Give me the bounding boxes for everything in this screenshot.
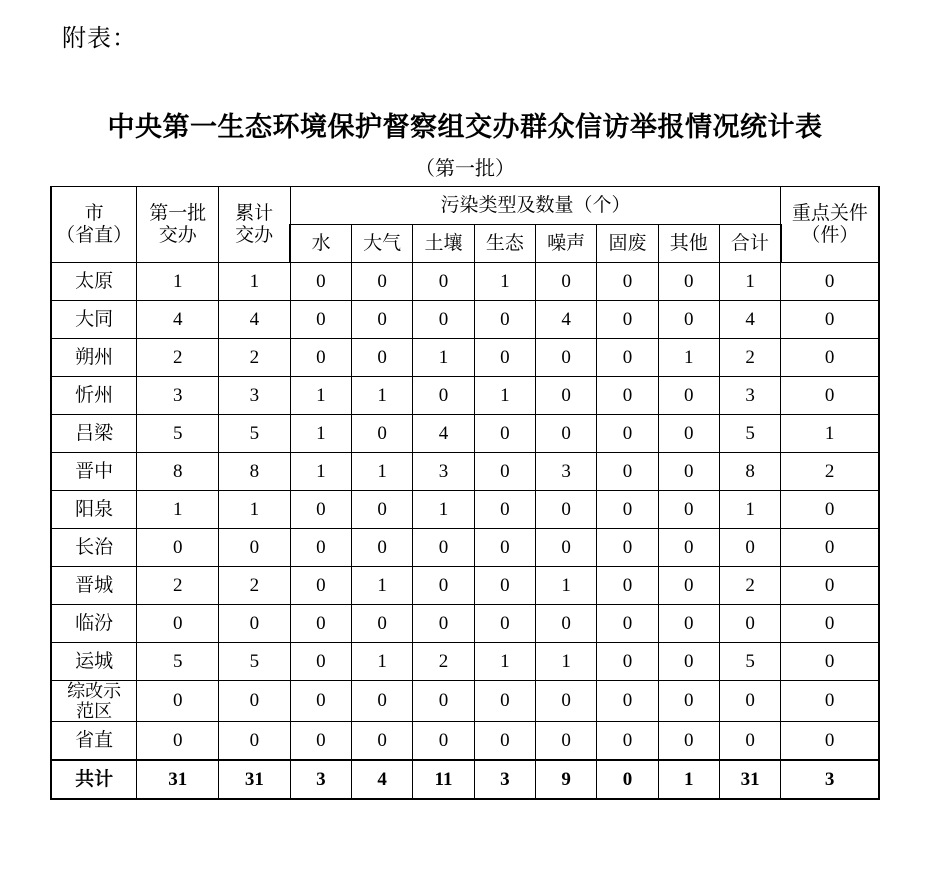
cell-city-line1: 综改示 [67,681,122,701]
table-header-row-top [51,187,879,225]
cell-type-water: 0 [290,567,351,605]
prefix-label: 附表： [62,26,137,52]
cell-cumulative: 2 [219,339,291,377]
table-row [51,529,879,567]
cell-city: 大同 [51,301,137,339]
cell-city: 运城 [51,643,137,681]
table-row [51,263,879,301]
column-header-key-cases [781,187,879,263]
cell-type-solid-waste: 0 [597,301,658,339]
column-header-type-air: 大气 [352,225,413,263]
column-header-key-cases-line1: 重点关件 [791,202,868,224]
cell-type-soil: 3 [413,453,474,491]
cell-type-soil: 1 [413,491,474,529]
table-row [51,377,879,415]
cell-first-batch: 0 [137,529,219,567]
cell-type-air: 0 [352,605,413,643]
cell-cumulative: 5 [219,643,291,681]
cell-key-cases: 0 [781,377,879,415]
cell-cumulative: 5 [219,415,291,453]
cell-type-solid-waste: 0 [597,567,658,605]
cell-first-batch: 1 [137,263,219,301]
cell-key-cases: 2 [781,453,879,491]
table-header [51,187,879,263]
column-header-city [51,187,137,263]
column-header-first-batch-line1: 第一批 [149,202,207,224]
page-subtitle: （第一批） [415,158,515,180]
cell-city: 朔州 [51,339,137,377]
statistics-table [50,186,880,800]
cell-first-batch: 0 [137,681,219,722]
cell-type-air: 1 [352,643,413,681]
column-header-city-line1: 市 [84,202,104,224]
cell-key-cases: 0 [781,722,879,761]
cell-key-cases: 0 [781,567,879,605]
cell-type-air: 0 [352,339,413,377]
cell-cumulative: 3 [219,377,291,415]
cell-type-other: 1 [658,339,719,377]
statistics-table-wrapper [50,186,880,800]
cell-key-cases: 0 [781,301,879,339]
cell-type-air: 1 [352,377,413,415]
table-row [51,722,879,761]
cell-type-solid-waste: 0 [597,415,658,453]
cell-type-soil: 0 [413,263,474,301]
cell-type-solid-waste: 0 [597,643,658,681]
cell-type-noise: 0 [535,722,596,761]
column-header-type-water: 水 [290,225,351,263]
cell-type-water: 0 [290,643,351,681]
cell-type-solid-waste: 0 [597,377,658,415]
cell-type-other: 0 [658,491,719,529]
cell-type-total: 1 [719,491,780,529]
column-header-type-other: 其他 [658,225,719,263]
cell-key-cases: 0 [781,605,879,643]
cell-type-air: 0 [352,529,413,567]
cell-first-batch: 3 [137,377,219,415]
cell-city-line2: 范区 [76,701,113,722]
cell-city: 忻州 [51,377,137,415]
cell-city: 太原 [51,263,137,301]
table-row [51,567,879,605]
cell-type-other: 0 [658,643,719,681]
cell-type-soil: 2 [413,643,474,681]
cell-type-water: 0 [290,529,351,567]
column-header-city-line2: （省直） [56,224,133,246]
cell-type-ecology: 0 [474,301,535,339]
cell-first-batch: 4 [137,301,219,339]
column-header-pollution-group: 污染类型及数量（个） [290,187,781,225]
column-header-cumulative-line2: 交办 [235,224,274,246]
cell-type-ecology: 0 [474,529,535,567]
cell-type-total: 5 [719,415,780,453]
cell-type-ecology: 0 [474,681,535,722]
cell-type-soil: 0 [413,681,474,722]
cell-type-total: 5 [719,643,780,681]
cell-type-other: 0 [658,567,719,605]
cell-type-total: 0 [719,529,780,567]
cell-city: 晋中 [51,453,137,491]
cell-type-solid-waste: 0 [597,453,658,491]
table-row [51,415,879,453]
table-row [51,453,879,491]
cell-type-air: 0 [352,301,413,339]
cell-cumulative: 8 [219,453,291,491]
cell-type-water: 0 [290,339,351,377]
cell-type-total: 0 [719,605,780,643]
cell-type-air: 0 [352,263,413,301]
cell-city: 吕梁 [51,415,137,453]
cell-type-water: 0 [290,681,351,722]
table-total-row [51,760,879,799]
cell-type-water: 0 [290,722,351,761]
cell-type-soil: 0 [413,529,474,567]
table-row [51,491,879,529]
cell-total-type-noise: 9 [535,760,596,799]
cell-type-air: 0 [352,681,413,722]
table-body [51,263,879,800]
cell-city: 阳泉 [51,491,137,529]
cell-type-air: 0 [352,415,413,453]
cell-type-ecology: 0 [474,491,535,529]
cell-first-batch: 8 [137,453,219,491]
cell-total-label: 共计 [51,760,137,799]
cell-cumulative: 0 [219,722,291,761]
cell-type-water: 1 [290,377,351,415]
cell-first-batch: 2 [137,567,219,605]
column-header-first-batch [137,187,219,263]
cell-type-other: 0 [658,377,719,415]
cell-type-soil: 0 [413,722,474,761]
cell-type-total: 4 [719,301,780,339]
column-header-type-soil: 土壤 [413,225,474,263]
cell-first-batch: 2 [137,339,219,377]
column-header-first-batch-line2: 交办 [158,224,197,246]
cell-type-noise: 0 [535,491,596,529]
cell-type-noise: 0 [535,605,596,643]
cell-cumulative: 0 [219,529,291,567]
cell-type-soil: 0 [413,301,474,339]
cell-type-air: 0 [352,722,413,761]
cell-type-total: 2 [719,567,780,605]
cell-type-soil: 1 [413,339,474,377]
cell-type-soil: 0 [413,605,474,643]
cell-key-cases: 0 [781,681,879,722]
cell-type-noise: 3 [535,453,596,491]
cell-total-type-water: 3 [290,760,351,799]
cell-cumulative: 0 [219,681,291,722]
cell-type-other: 0 [658,605,719,643]
table-row [51,681,879,722]
cell-type-solid-waste: 0 [597,263,658,301]
cell-first-batch: 0 [137,605,219,643]
cell-city: 省直 [51,722,137,761]
cell-type-ecology: 1 [474,377,535,415]
cell-type-noise: 0 [535,377,596,415]
cell-type-water: 0 [290,491,351,529]
cell-type-solid-waste: 0 [597,529,658,567]
cell-type-water: 0 [290,301,351,339]
cell-type-soil: 0 [413,567,474,605]
cell-type-solid-waste: 0 [597,681,658,722]
cell-type-ecology: 0 [474,605,535,643]
column-header-type-solid-waste: 固废 [597,225,658,263]
column-header-cumulative [219,187,291,263]
column-header-cumulative-line1: 累计 [235,202,274,224]
cell-type-ecology: 1 [474,263,535,301]
cell-cumulative: 2 [219,567,291,605]
cell-key-cases: 0 [781,263,879,301]
cell-type-other: 0 [658,529,719,567]
cell-type-noise: 0 [535,529,596,567]
table-row [51,301,879,339]
cell-total-cumulative: 31 [219,760,291,799]
cell-first-batch: 5 [137,643,219,681]
table-row [51,339,879,377]
cell-type-solid-waste: 0 [597,722,658,761]
cell-city [51,681,137,722]
cell-city: 晋城 [51,567,137,605]
cell-type-air: 0 [352,491,413,529]
cell-type-ecology: 0 [474,722,535,761]
cell-type-solid-waste: 0 [597,339,658,377]
table-row [51,605,879,643]
cell-type-air: 1 [352,567,413,605]
cell-city: 临汾 [51,605,137,643]
column-header-type-noise: 噪声 [535,225,596,263]
cell-total-type-solid-waste: 0 [597,760,658,799]
cell-cumulative: 1 [219,491,291,529]
cell-type-other: 0 [658,263,719,301]
cell-total-type-other: 1 [658,760,719,799]
cell-type-ecology: 1 [474,643,535,681]
cell-key-cases: 0 [781,339,879,377]
cell-total-type-ecology: 3 [474,760,535,799]
cell-type-total: 2 [719,339,780,377]
page-title: 中央第一生态环境保护督察组交办群众信访举报情况统计表 [107,112,823,142]
cell-cumulative: 0 [219,605,291,643]
cell-type-ecology: 0 [474,453,535,491]
cell-type-other: 0 [658,681,719,722]
cell-type-air: 1 [352,453,413,491]
cell-type-other: 0 [658,722,719,761]
cell-type-water: 1 [290,453,351,491]
cell-type-noise: 0 [535,263,596,301]
cell-type-ecology: 0 [474,339,535,377]
cell-total-first-batch: 31 [137,760,219,799]
table-row [51,643,879,681]
cell-first-batch: 0 [137,722,219,761]
cell-key-cases: 0 [781,491,879,529]
cell-total-type-total: 31 [719,760,780,799]
cell-cumulative: 1 [219,263,291,301]
column-header-type-ecology: 生态 [474,225,535,263]
cell-type-ecology: 0 [474,567,535,605]
cell-type-noise: 0 [535,681,596,722]
cell-type-noise: 1 [535,567,596,605]
cell-type-noise: 4 [535,301,596,339]
cell-total-key-cases: 3 [781,760,879,799]
cell-type-noise: 1 [535,643,596,681]
cell-first-batch: 1 [137,491,219,529]
cell-type-soil: 4 [413,415,474,453]
cell-type-total: 1 [719,263,780,301]
cell-key-cases: 0 [781,529,879,567]
cell-type-total: 0 [719,681,780,722]
cell-type-total: 0 [719,722,780,761]
cell-type-water: 0 [290,263,351,301]
cell-type-solid-waste: 0 [597,491,658,529]
cell-type-noise: 0 [535,415,596,453]
cell-type-other: 0 [658,301,719,339]
cell-type-total: 3 [719,377,780,415]
cell-type-solid-waste: 0 [597,605,658,643]
cell-cumulative: 4 [219,301,291,339]
cell-type-other: 0 [658,453,719,491]
cell-first-batch: 5 [137,415,219,453]
column-header-type-total: 合计 [719,225,780,263]
cell-total-type-soil: 11 [413,760,474,799]
cell-type-noise: 0 [535,339,596,377]
cell-type-ecology: 0 [474,415,535,453]
cell-type-other: 0 [658,415,719,453]
cell-key-cases: 1 [781,415,879,453]
cell-city: 长治 [51,529,137,567]
cell-type-total: 8 [719,453,780,491]
cell-type-water: 1 [290,415,351,453]
cell-type-water: 0 [290,605,351,643]
cell-key-cases: 0 [781,643,879,681]
cell-total-type-air: 4 [352,760,413,799]
column-header-key-cases-line2: （件） [801,224,859,246]
cell-type-soil: 0 [413,377,474,415]
